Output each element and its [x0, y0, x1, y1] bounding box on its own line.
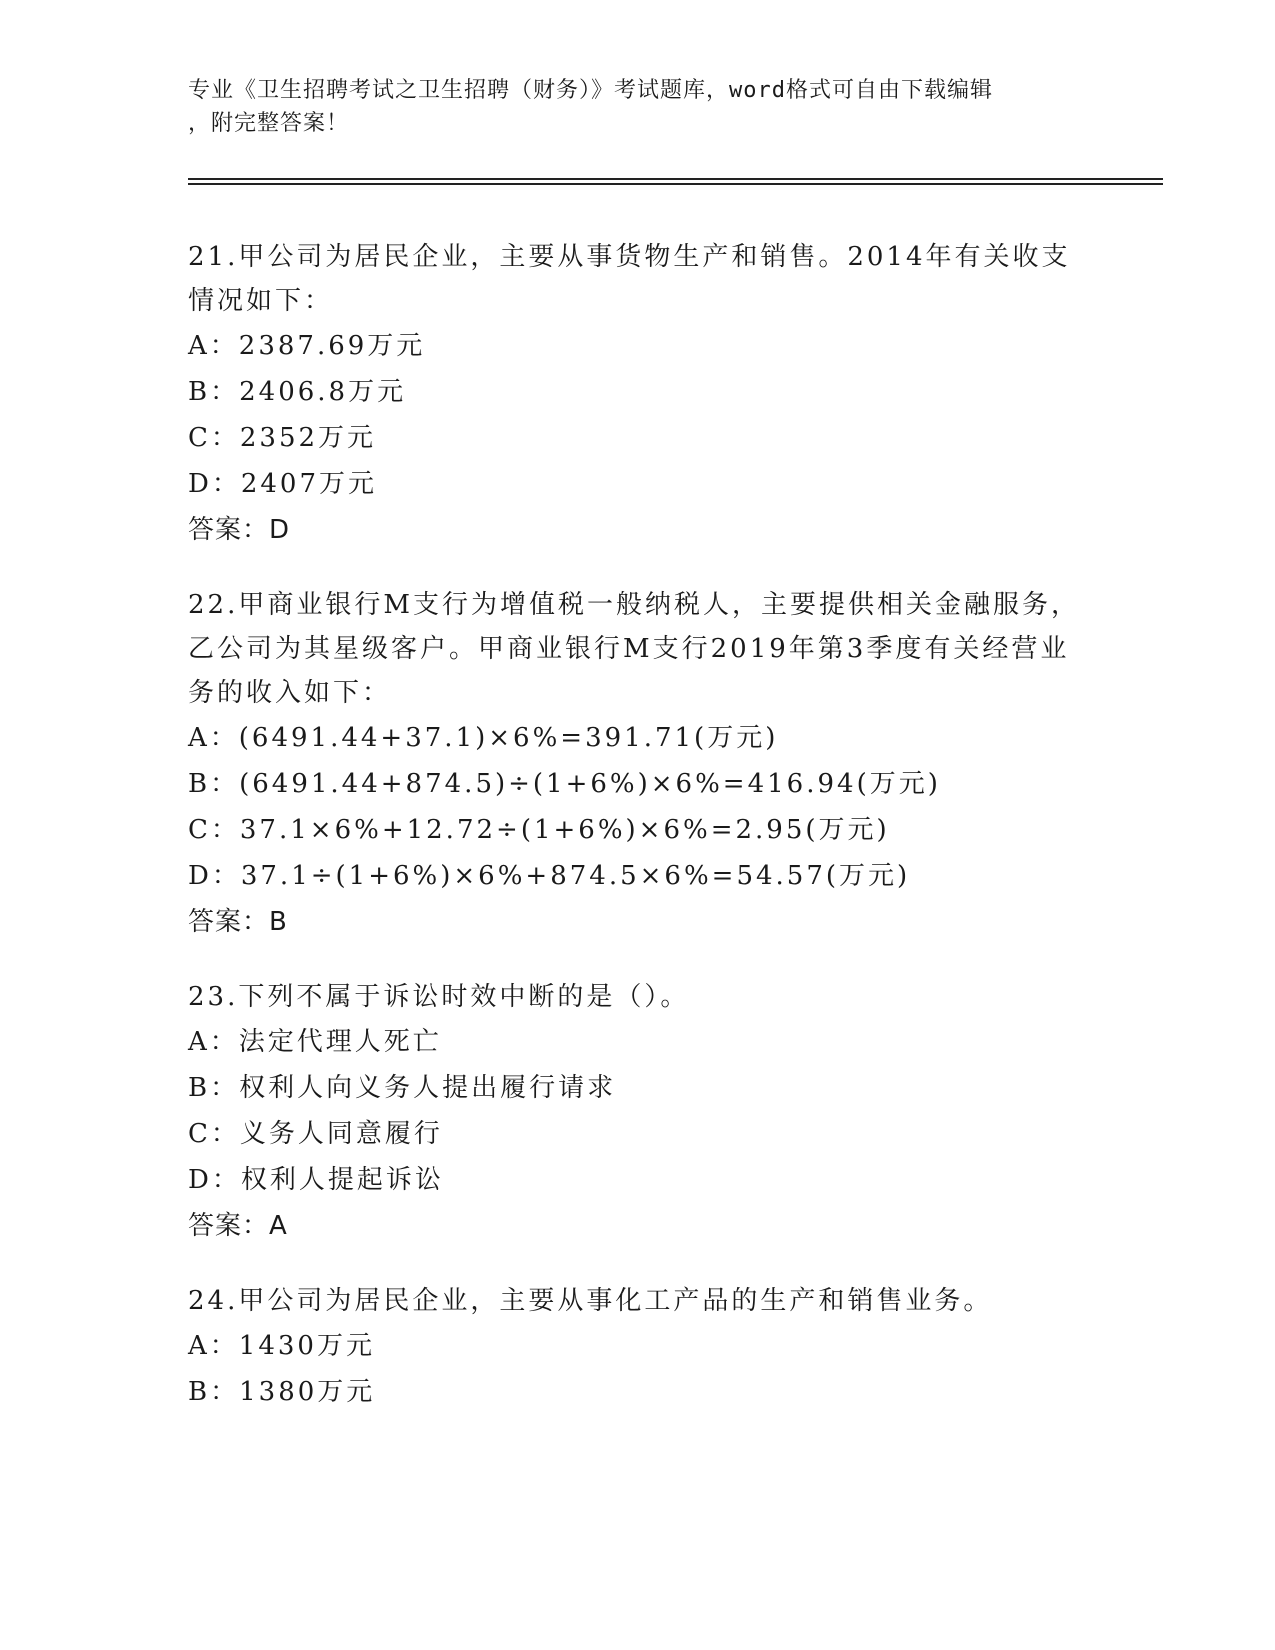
question-24: [188, 1279, 1088, 1415]
option-b: B：(6491.44+874.5)÷(1+6%)×6%=416.94(万元): [188, 769, 941, 799]
option-d: D：权利人提起诉讼: [188, 1165, 444, 1195]
answer: 答案：D: [188, 515, 291, 545]
question-list: [188, 235, 1088, 1445]
option-c: C：2352万元: [188, 423, 377, 453]
option-a: A：2387.69万元: [188, 331, 426, 361]
option-a: A：1430万元: [188, 1331, 375, 1361]
option-c: C：37.1×6%+12.72÷(1+6%)×6%=2.95(万元): [188, 815, 890, 845]
option-d: D：2407万元: [188, 469, 378, 499]
question-stem: 21.甲公司为居民企业，主要从事货物生产和销售。2014年有关收支情况如下：: [188, 242, 1071, 316]
header-line-1: 专业《卫生招聘考试之卫生招聘（财务）》考试题库，word格式可自由下载编辑: [188, 78, 993, 103]
option-a: A：(6491.44+37.1)×6%=391.71(万元): [188, 723, 779, 753]
header-divider-bottom: [188, 183, 1163, 185]
option-a: A：法定代理人死亡: [188, 1027, 442, 1057]
option-c: C：义务人同意履行: [188, 1119, 443, 1149]
option-b: B：权利人向义务人提出履行请求: [188, 1073, 617, 1103]
option-d: D：37.1÷(1+6%)×6%+874.5×6%=54.57(万元): [188, 861, 911, 891]
question-22: [188, 583, 1088, 945]
option-b: B：1380万元: [188, 1377, 376, 1407]
question-21: [188, 235, 1088, 553]
answer: 答案：B: [188, 907, 288, 937]
answer: 答案：A: [188, 1211, 288, 1241]
header-divider-top: [188, 178, 1163, 180]
option-b: B：2406.8万元: [188, 377, 407, 407]
question-stem: 23.下列不属于诉讼时效中断的是（）。: [188, 982, 690, 1012]
document-header: [188, 74, 1088, 140]
header-line-2: ，附完整答案！: [188, 111, 350, 136]
question-stem: 24.甲公司为居民企业，主要从事化工产品的生产和销售业务。: [188, 1286, 993, 1316]
question-stem: 22.甲商业银行M支行为增值税一般纳税人，主要提供相关金融服务，乙公司为其星级客户。甲商业银行M支行2019年第3季度有关经营业务的收入如下：: [188, 590, 1080, 708]
question-23: [188, 975, 1088, 1249]
